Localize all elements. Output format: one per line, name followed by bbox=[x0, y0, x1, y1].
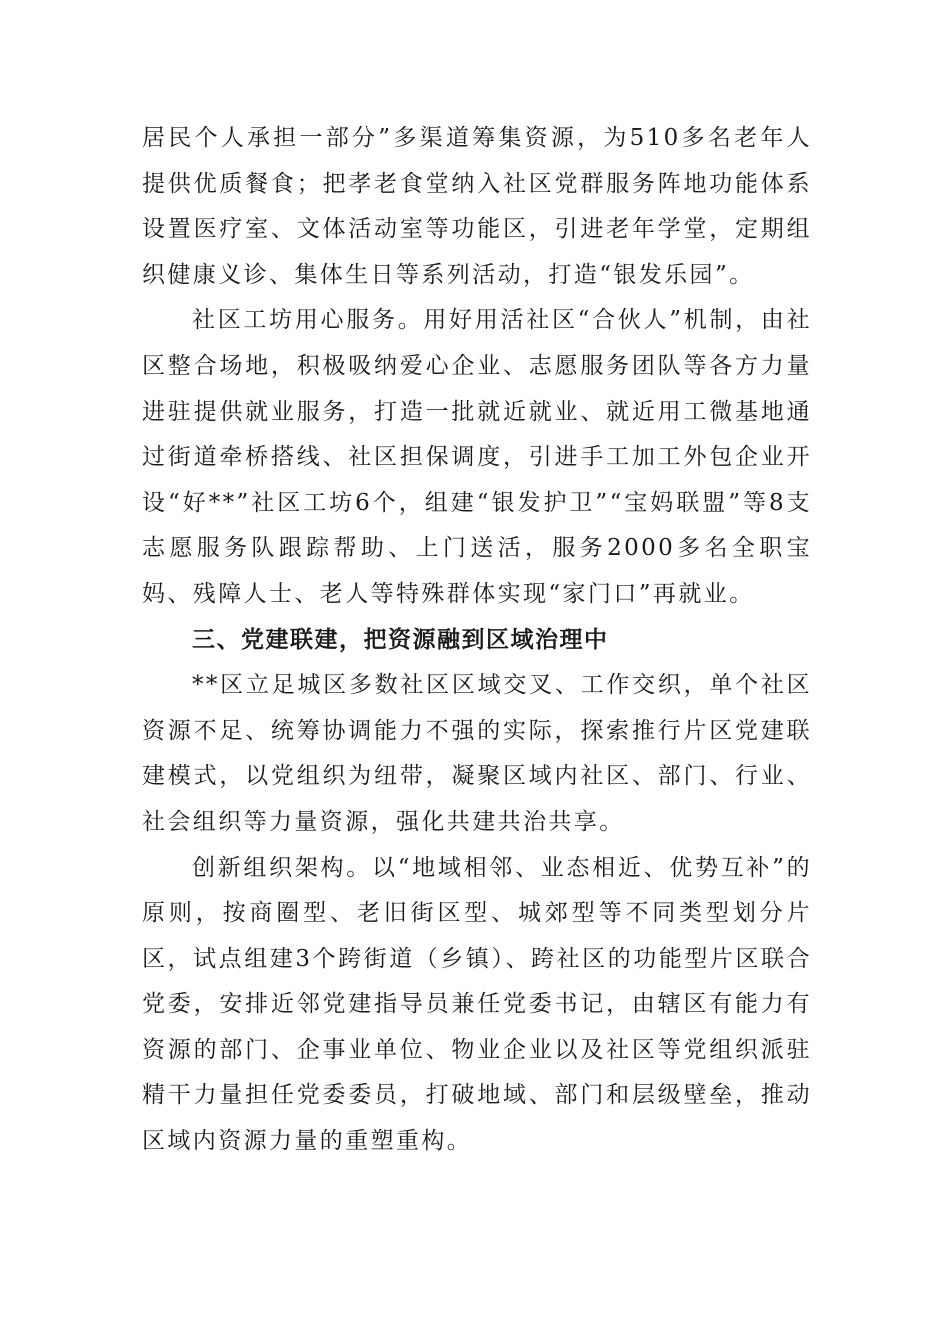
paragraph-community-workshop: 社区工坊用心服务。用好用活社区“合伙人”机制，由社区整合场地，积极吸纳爱心企业、志愿服务团队等各方力量进驻提供就业服务，打造一批就近就业、就近用工微基地通过街道牵桥搭线、社区担保调度，引进手工加工外包企业开设“好**”社区工坊6个，组建“银发护卫”“宝妈联盟”等8支志愿服务队跟踪帮助、上门送活，服务2000多名全职宝妈、残障人士、老人等特殊群体实现“家门口”再就业。 bbox=[142, 307, 812, 607]
document-body bbox=[142, 116, 812, 1165]
paragraph-section-3-intro: **区立足城区多数社区区域交叉、工作交织，单个社区资源不足、统筹协调能力不强的实际，探索推行片区党建联建模式，以党组织为纽带，凝聚区域内社区、部门、行业、社会组织等力量资源，强化共建共治共享。 bbox=[142, 672, 812, 835]
section-heading-3: 三、党建联建，把资源融到区域治理中 bbox=[192, 626, 609, 653]
paragraph-continuation: 居民个人承担一部分”多渠道筹集资源，为510多名老年人提供优质餐食；把孝老食堂纳入社区党群服务阵地功能体系设置医疗室、文体活动室等功能区，引进老年学堂，定期组织健康义诊、集体生日等系列活动，打造“银发乐园”。 bbox=[142, 125, 812, 288]
paragraph-organization-structure: 创新组织架构。以“地域相邻、业态相近、优势互补”的原则，按商圈型、老旧街区型、城郊型等不同类型划分片区，试点组建3个跨街道（乡镇）、跨社区的功能型片区联合党委，安排近邻党建指导员兼任党委书记，由辖区有能力有资源的部门、企事业单位、物业企业以及社区等党组织派驻精干力量担任党委委员，打破地域、部门和层级壁垒，推动区域内资源力量的重塑重构。 bbox=[142, 854, 812, 1155]
